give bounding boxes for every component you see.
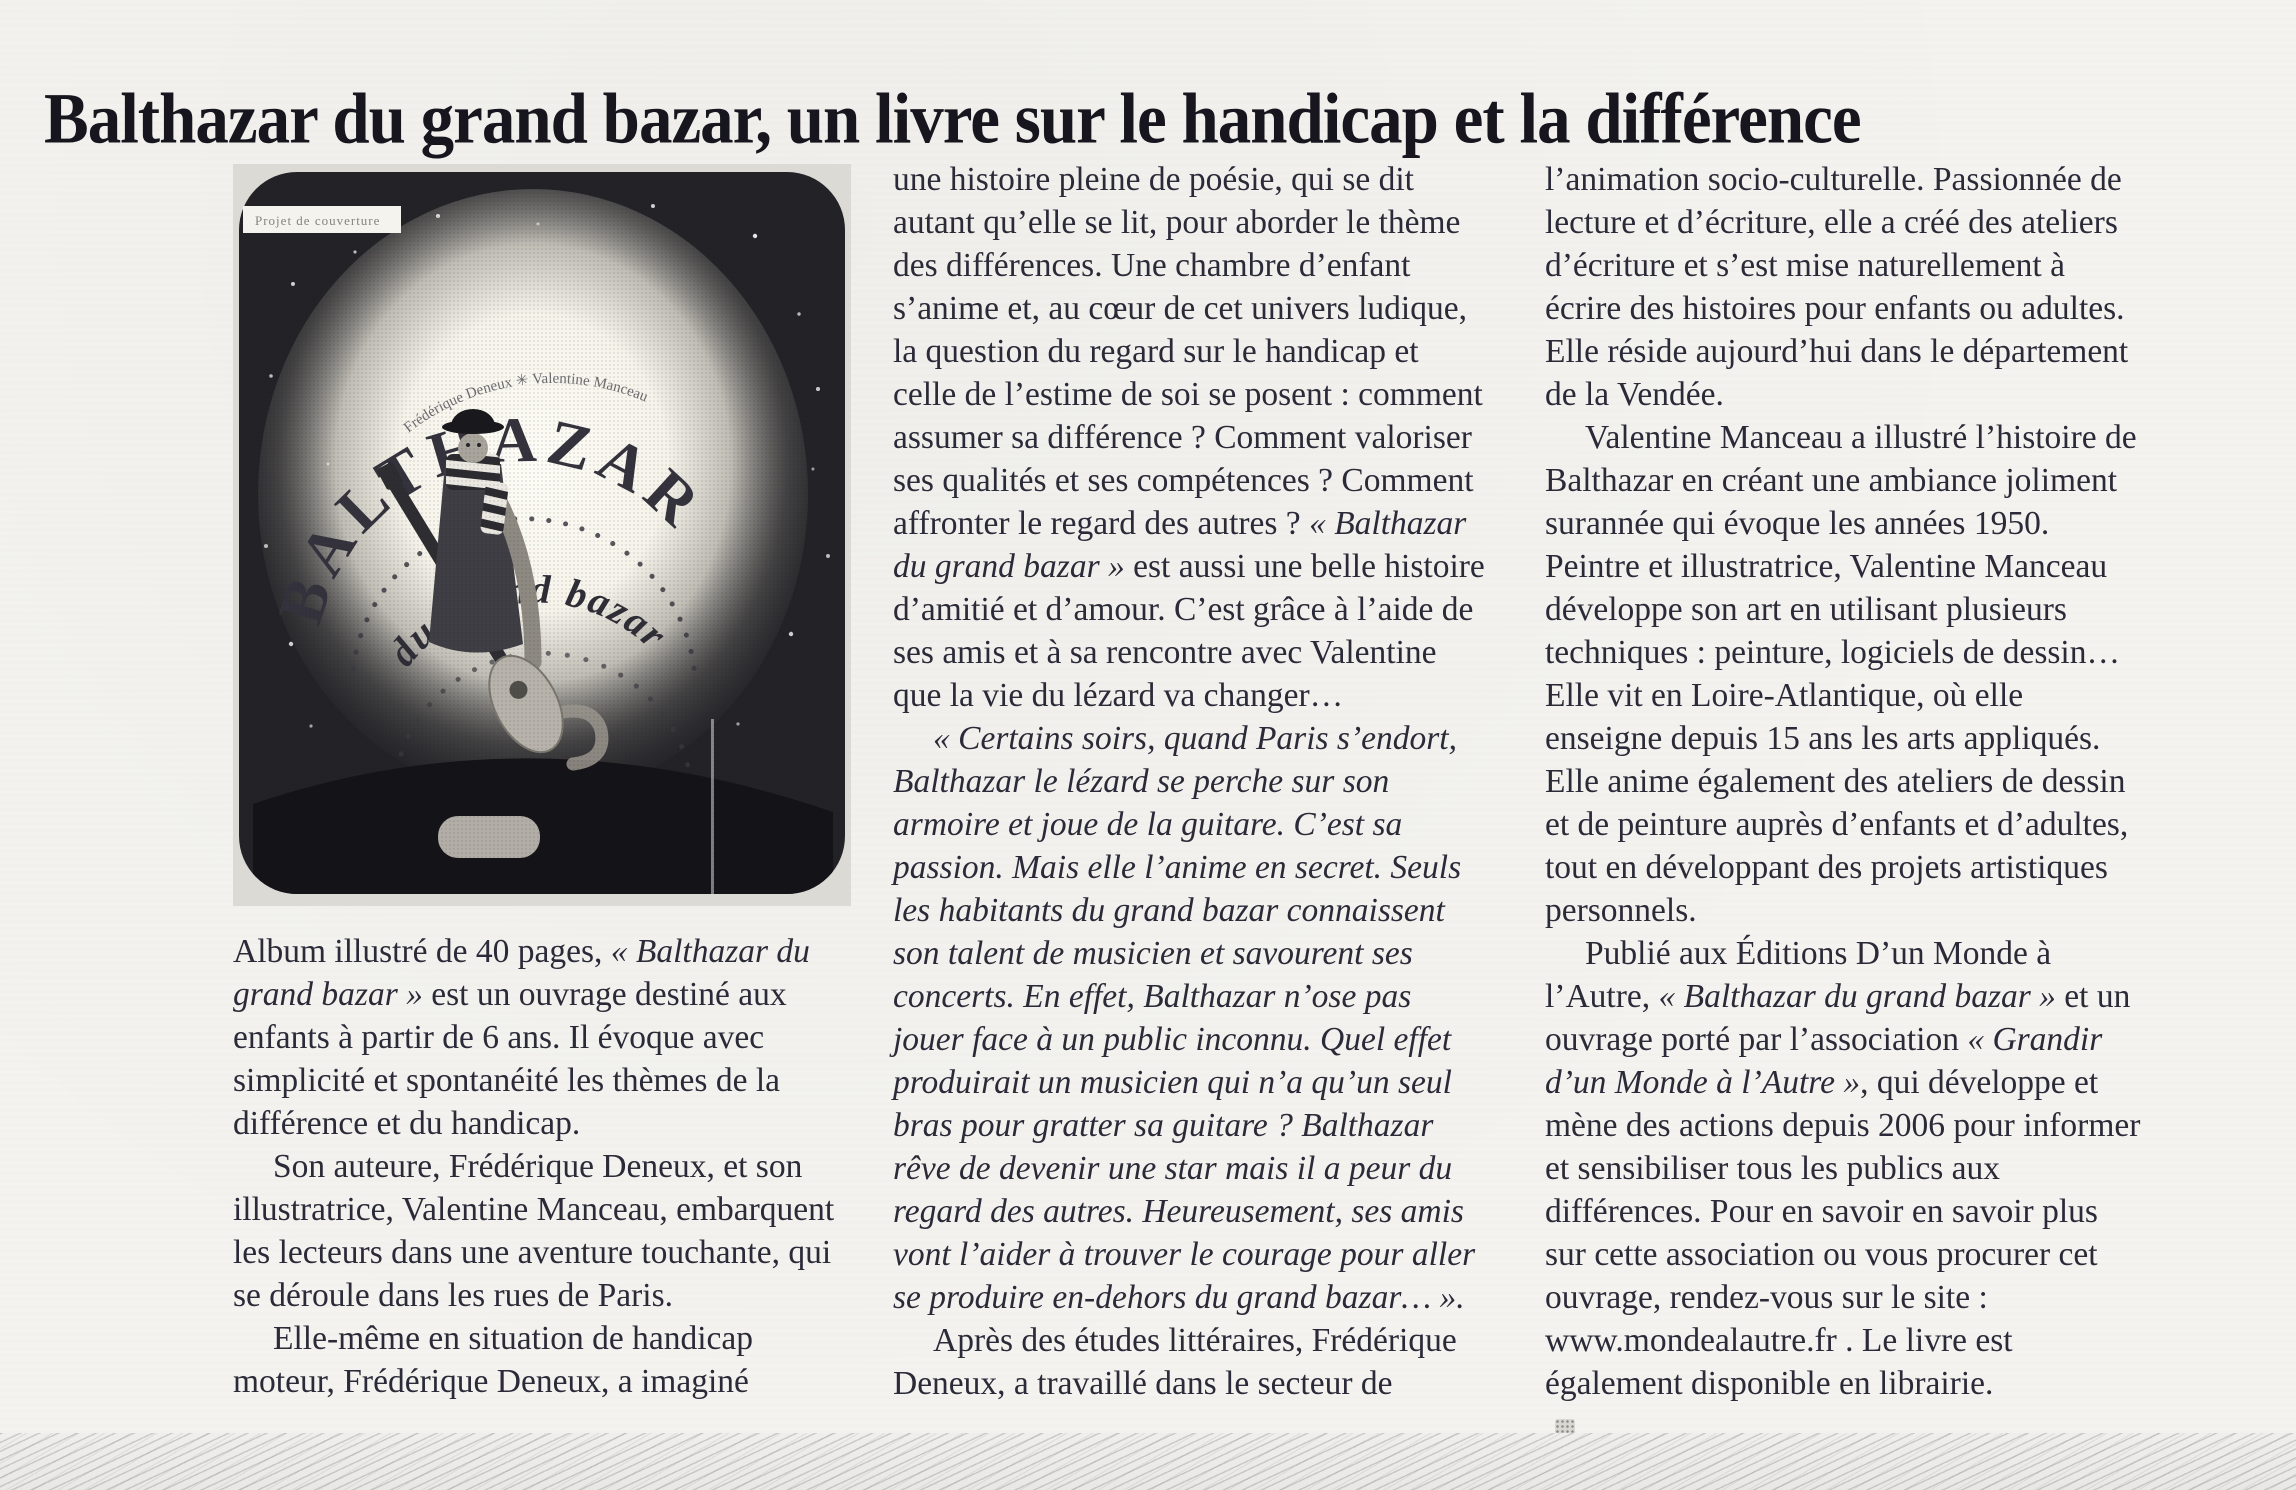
column-middle [893,158,1485,1405]
paragraph: l’animation socio-culturelle. Passionnée de lecture et d’écriture, elle a créé des ateliers d’écriture et s’est mise naturellement à écrire des histoires pour enfants ou adultes. Elle réside aujourd’hui dans le département de la Vendée. [1545,161,2129,413]
paragraph: une histoire pleine de poésie, qui se dit autant qu’elle se lit, pour aborder le thème des différences. Une chambre d’enfant s’anime et, au cœur de cet univers ludique, la question du regard sur le handicap et celle de l’estime de soi se posent : comment assumer sa différence ? Comment valoriser ses qualités et ses compétences ? Comment affronter le regard des autres ? « Balthazar du grand bazar » est aussi une belle histoire d’amitié et d’amour. C’est grâce à l’aide de ses amis et à sa rencontre avec Valentine que la vie du lézard va changer… [893,161,1485,714]
bottom-hatched-strip [0,1433,2296,1490]
paragraph: Valentine Manceau a illustré l’histoire de Balthazar en créant une ambiance joliment surannée qui évoque les années 1950. Peintre et illustratrice, Valentine Manceau développe son art en utilisant plusieurs techniques : peinture, logiciels de dessin… Elle vit en Loire-Atlantique, où elle enseigne depuis 15 ans les arts appliqués. Elle anime également des ateliers de dessin et de peinture auprès d’enfants et d’adultes, tout en développant des projets artistiques personnels. [1545,419,2137,929]
paragraph: Publié aux Éditions D’un Monde à l’Autre, « Balthazar du grand bazar » et un ouvrage porté par l’association « Grandir d’un Monde à l’Autre », qui développe et mène des actions depuis 2006 pour informer et sensibiliser tous les publics aux différences. Pour en savoir en savoir plus sur cette association ou vous procurer cet ouvrage, rendez-vous sur le site : www.mondealautre.fr . Le livre est également disponible en librairie. [1545,935,2141,1402]
paragraph: Elle-même en situation de handicap moteur, Frédérique Deneux, a imaginé [233,1320,753,1400]
paragraph: Après des études littéraires, Frédérique Deneux, a travaillé dans le secteur de [893,1322,1457,1402]
column-left [233,150,855,1403]
column-right [1545,158,2141,1448]
left-column-text [233,930,855,1403]
cover-art [239,172,845,899]
book-cover-illustration [233,164,851,906]
paragraph: « Certains soirs, quand Paris s’endort, Balthazar le lézard se perche sur son armoire et joue de la guitare. C’est sa passion. Mais elle l’anime en secret. Seuls les habitants du grand bazar connaissent son talent de musicien et savourent ses concerts. En effet, Balthazar n’ose pas jouer face à un public inconnu. Quel effet produirait un musicien qui n’a qu’un seul bras pour gratter sa guitare ? Balthazar rêve de devenir une star mais il a peur du regard des autres. Heureusement, ses amis vont l’aider à trouver le courage pour aller se produire en-dehors du grand bazar… ». [893,720,1476,1316]
cover-corner-label-text: Projet de couverture [255,213,381,228]
paragraph: Album illustré de 40 pages, « Balthazar du grand bazar » est un ouvrage destiné aux enfants à partir de 6 ans. Il évoque avec simplicité et spontanéité les thèmes de la différence et du handicap. [233,933,810,1142]
paragraph: Son auteure, Frédérique Deneux, et son illustratrice, Valentine Manceau, embarquent les lecteurs dans une aventure touchante, qui se déroule dans les rues de Paris. [233,1148,835,1314]
book-cover-photo [233,164,851,906]
cover-corner-label [243,206,401,233]
article-headline: Balthazar du grand bazar, un livre sur le handicap et la différence [44,78,1861,159]
halftone-texture [239,172,845,894]
